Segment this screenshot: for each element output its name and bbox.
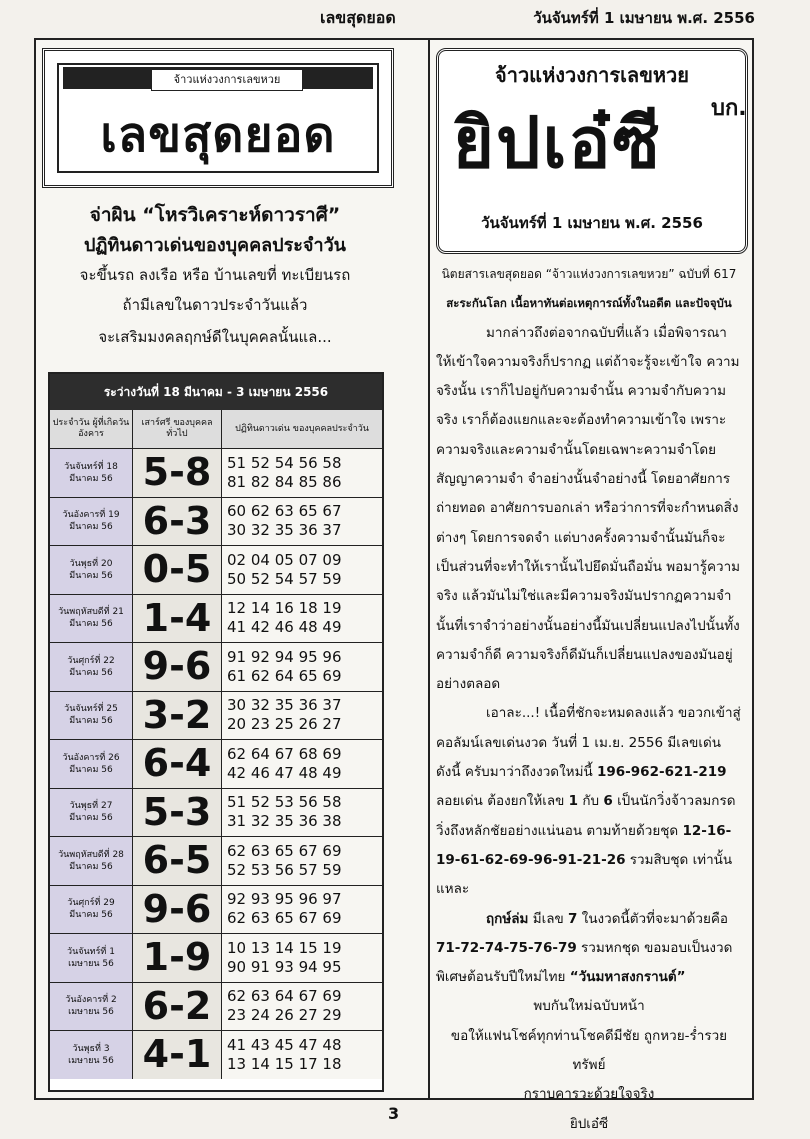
row-day-month: มีนาคม 56: [69, 667, 113, 678]
table-row: [50, 983, 382, 1032]
para2-text-i: รวมสิบชุด เท่านั้นแหละ: [436, 851, 733, 898]
row-numbers: [222, 449, 382, 497]
header-section: เลขสุดยอด: [320, 8, 396, 27]
row-numbers-line-1: 62 63 64 67 69: [227, 987, 342, 1006]
table-header: [50, 410, 382, 449]
table-row: [50, 886, 382, 935]
row-day: [50, 789, 133, 837]
row-numbers-line-1: 91 92 94 95 96: [227, 647, 342, 666]
row-lucky-pair: 3-2: [133, 692, 222, 740]
row-day: [50, 837, 133, 885]
brand-tag: จ้าวแห่งวงการเลขหวย: [151, 69, 303, 91]
row-day-month: มีนาคม 56: [69, 861, 113, 872]
row-day-name: วันพุธที่ 20: [69, 558, 113, 569]
row-lucky-pair: 5-8: [133, 449, 222, 497]
row-day-month: มีนาคม 56: [69, 522, 113, 533]
closing-signature: ยิปเอ๋ซี: [569, 1115, 609, 1132]
highlight-number-set: 12-16-19-61-62-69-96-91-21-26: [436, 822, 732, 868]
row-day-name: วันจันทร์ที่ 25: [64, 704, 118, 715]
intro-line-2: ปฏิทินดาวเด่นของบุคคลประจำวัน: [83, 235, 346, 256]
row-day: [50, 643, 133, 691]
row-numbers: [222, 837, 382, 885]
brand-box: [42, 48, 394, 188]
table-row: [50, 692, 382, 741]
intro-line-1: จ่าผิน “โหรวิเคราะห์ดาวราศี”: [89, 204, 341, 226]
row-numbers-line-1: 30 32 35 36 37: [227, 696, 342, 715]
intro-line-5: จะเสริมมงคลฤกษ์ดีในบุคคลนั้นแล...: [98, 328, 332, 346]
row-numbers: [222, 886, 382, 934]
intro-line-4: ถ้ามีเลขในดาวประจำวันแล้ว: [122, 296, 308, 314]
row-numbers-line-1: 62 63 65 67 69: [227, 841, 342, 860]
row-numbers-line-2: 42 46 47 48 49: [227, 763, 342, 782]
row-lucky-pair: 9-6: [133, 886, 222, 934]
row-lucky-pair: 1-4: [133, 595, 222, 643]
row-lucky-pair: 6-4: [133, 740, 222, 788]
row-lucky-pair: 4-1: [133, 1031, 222, 1079]
row-lucky-pair: 6-5: [133, 837, 222, 885]
closing-line-1: พบกันใหม่ฉบับหน้า: [533, 998, 645, 1015]
row-numbers-line-2: 30 32 35 36 37: [227, 521, 342, 540]
table-row: [50, 643, 382, 692]
row-numbers-line-2: 13 14 15 17 18: [227, 1054, 342, 1073]
row-day-name: วันพุธที่ 27: [69, 801, 113, 812]
row-lucky-pair: 1-9: [133, 934, 222, 982]
logo-subtitle: จ้าวแห่งวงการเลขหวย: [495, 63, 689, 87]
para2-text-c: ลอยเด่น ต้องยกให้เลข: [436, 793, 569, 810]
row-day: [50, 1031, 133, 1079]
table-row: [50, 546, 382, 595]
article-tagline: สะระกันโลก เนื้อหาทันต่อเหตุการณ์ทั้งในอดีต และปัจจุบัน: [446, 296, 732, 311]
row-day-name: วันจันทร์ที่ 1: [67, 946, 115, 957]
page-header: [0, 0, 810, 34]
logo-main: ยิปเอ๋ซี: [453, 101, 662, 184]
row-day-name: วันศุกร์ที่ 22: [67, 655, 115, 666]
table-row: [50, 1031, 382, 1079]
intro-line-3: จะขึ้นรถ ลงเรือ หรือ บ้านเลขที่ ทะเบียนรถ: [79, 266, 351, 284]
row-day-name: วันศุกร์ที่ 29: [67, 898, 115, 909]
row-day-month: มีนาคม 56: [69, 910, 113, 921]
header-date: วันจันทร์ที่ 1 เมษายน พ.ศ. 2556: [533, 9, 755, 27]
table-row: [50, 449, 382, 498]
logo-date: วันจันทร์ที่ 1 เมษายน พ.ศ. 2556: [481, 214, 703, 232]
highlight-numbers-main: 196-962-621-219: [597, 764, 727, 781]
article: [436, 260, 742, 1139]
brand-title: เลขสุดยอด: [100, 107, 336, 163]
article-para-3: [436, 905, 742, 993]
para3-text-f: รวมหกชุด ขอมอบเป็นงวดพิเศษต้อนรับปีใหม่ไทย: [436, 939, 733, 986]
highlight-digit-6: 6: [603, 793, 613, 810]
songkran-label: “วันมหาสงกรานต์”: [569, 969, 686, 986]
row-lucky-pair: 6-3: [133, 498, 222, 546]
highlight-digit-7: 7: [568, 910, 578, 927]
para3-text-b: มีเลข: [528, 910, 569, 927]
row-lucky-pair: 6-2: [133, 983, 222, 1031]
row-numbers: [222, 643, 382, 691]
row-day-month: มีนาคม 56: [69, 764, 113, 775]
page-number: 3: [388, 1104, 400, 1123]
row-numbers-line-2: 62 63 65 67 69: [227, 909, 342, 928]
row-day: [50, 692, 133, 740]
table-row: [50, 934, 382, 983]
row-lucky-pair: 0-5: [133, 546, 222, 594]
row-numbers-line-2: 81 82 84 85 86: [227, 472, 342, 491]
table-header-day: ประจำวัน ผู้ที่เกิดวันอังคาร: [50, 410, 133, 448]
table-row: [50, 740, 382, 789]
row-day: [50, 449, 133, 497]
table-row: [50, 498, 382, 547]
row-numbers: [222, 595, 382, 643]
highlight-digit-1: 1: [568, 793, 579, 810]
table-header-numbers: ปฏิทินดาวเด่น ของบุคคลประจำวัน: [235, 423, 369, 434]
row-day: [50, 983, 133, 1031]
row-numbers-line-2: 61 62 64 65 69: [227, 666, 342, 685]
row-day-month: มีนาคม 56: [69, 473, 113, 484]
column-divider: [428, 40, 430, 1098]
row-day-month: มีนาคม 56: [69, 813, 113, 824]
article-source: นิตยสารเลขสุดยอด “จ้าวแห่งวงการเลขหวย” ฉบับที่ 617: [441, 267, 737, 281]
row-numbers: [222, 740, 382, 788]
row-day-name: วันอังคารที่ 19: [62, 510, 120, 521]
row-day: [50, 595, 133, 643]
row-day-name: วันพฤหัสบดีที่ 28: [58, 849, 124, 860]
table-row: [50, 789, 382, 838]
closing-line-2: ขอให้แฟนโชค์ทุกท่านโชคดีมีชัย ถูกหวย-ร่ำรวยทรัพย์: [450, 1027, 728, 1074]
row-numbers-line-2: 50 52 54 57 59: [227, 569, 342, 588]
row-numbers-line-1: 10 13 14 15 19: [227, 938, 342, 957]
table-title: ระว่างวันที่ 18 มีนาคม - 3 เมษายน 2556: [50, 374, 382, 410]
article-para-1: มากล่าวถึงต่อจากฉบับที่แล้ว เมื่อพิจารณาให้เข้าใจความจริงก็ปรากฏ แต่ถ้าจะรู้จะเข้าใจ ความจริงนั้น เราก็ไปอยู่กับความจำนั้น ความจำกับความจริง เราก็ต้องแยกและจะต้องทำความเข้าใจ เพราะความจริงและความจำนั้นโดยเฉพาะความจำโดยสัญญาความจำ จำอย่างนั้นจำอย่างนี้ โดยอาศัยการถ่ายทอด อาศัยการบอกเล่า หรือว่าการที่จะกำหนดสิ่งต่างๆ โดยการจดจำ แต่บางครั้งความจำนั้นมันก็จะเป็นส่วนที่จะทำให้เรานั้นไปยึดมั่นถือมั่น พอมารู้ความจริง แล้วมันไม่ใช่และมีความจริงมันปรากฏความจำนั้นที่เราจำว่าอย่างนั้นอย่างนี้มันเปลี่ยนแปลงไปนั้นทั้งความจำก็ดี ความจริงก็ดีมันก็เปลี่ยนแปลงของมันอยู่อย่างตลอด: [436, 324, 741, 693]
row-lucky-pair: 9-6: [133, 643, 222, 691]
row-numbers: [222, 789, 382, 837]
row-numbers-line-1: 51 52 53 56 58: [227, 793, 342, 812]
para3-text-d: ในงวดนี้ตัวที่จะมาด้วยคือ: [577, 910, 729, 927]
row-day-month: เมษายน 56: [68, 1007, 114, 1018]
row-numbers-line-1: 92 93 95 96 97: [227, 890, 342, 909]
row-numbers-line-2: 20 23 25 26 27: [227, 715, 342, 734]
row-numbers-line-1: 12 14 16 18 19: [227, 599, 342, 618]
row-numbers: [222, 983, 382, 1031]
page-frame: [34, 38, 754, 1132]
row-numbers-line-1: 41 43 45 47 48: [227, 1035, 342, 1054]
row-day-month: เมษายน 56: [68, 1055, 114, 1066]
row-day-name: วันพฤหัสบดีที่ 21: [58, 607, 124, 618]
logo-side-label: บก.: [711, 96, 747, 121]
row-day: [50, 546, 133, 594]
row-lucky-pair: 5-3: [133, 789, 222, 837]
row-day-month: เมษายน 56: [68, 958, 114, 969]
highlight-number-set-2: 71-72-74-75-76-79: [436, 939, 577, 956]
row-numbers: [222, 498, 382, 546]
row-numbers: [222, 1031, 382, 1079]
para3-label: ฤกษ์ล่ม: [486, 910, 529, 927]
row-numbers-line-2: 23 24 26 27 29: [227, 1006, 342, 1025]
row-day-name: วันพุธที่ 3: [72, 1043, 110, 1054]
closing-line-3: กราบคารวะด้วยใจจริง: [523, 1086, 655, 1103]
horoscope-table: [48, 372, 384, 1092]
row-numbers: [222, 546, 382, 594]
logo-box: [436, 48, 748, 254]
row-numbers-line-2: 52 53 56 57 59: [227, 860, 342, 879]
row-numbers: [222, 692, 382, 740]
table-header-pair: เสาร์ศรี ของบุคคลทั่วไป: [133, 410, 222, 448]
para2-text-a: เอาละ...! เนื้อที่ชักจะหมดลงแล้ว ขอวกเข้าสู่คอลัมน์เลขเด่นงวด วันที่ 1 เม.ย. 2556 มีเลขเด่นดังนี้ ครับมาว่าถึงงวดใหม่นี้: [436, 705, 741, 781]
para2-text-g: เป็นนักวิ่งจ้าวลมกรดวิ่งถึงหลักชัยอย่างแน่นอน ตามท้ายด้วยชุด: [436, 793, 736, 839]
row-day-name: วันอังคารที่ 26: [62, 752, 120, 763]
row-numbers-line-2: 31 32 35 36 38: [227, 812, 342, 831]
table-body: [50, 449, 382, 1079]
row-numbers-line-2: 41 42 46 48 49: [227, 618, 342, 637]
para2-text-e: กับ: [578, 793, 604, 810]
row-day: [50, 498, 133, 546]
article-para-2: [436, 699, 742, 904]
row-numbers-line-1: 02 04 05 07 09: [227, 550, 342, 569]
row-day: [50, 934, 133, 982]
row-day-month: มีนาคม 56: [69, 619, 113, 630]
row-day-month: มีนาคม 56: [69, 716, 113, 727]
row-day-name: วันจันทร์ที่ 18: [64, 461, 118, 472]
row-numbers: [222, 934, 382, 982]
row-numbers-line-1: 51 52 54 56 58: [227, 453, 342, 472]
row-numbers-line-1: 60 62 63 65 67: [227, 502, 342, 521]
row-day-name: วันอังคารที่ 2: [65, 995, 117, 1006]
table-row: [50, 595, 382, 644]
brand-inner: [57, 63, 379, 173]
row-numbers-line-2: 90 91 93 94 95: [227, 957, 342, 976]
row-day-month: มีนาคม 56: [69, 570, 113, 581]
row-numbers-line-1: 62 64 67 68 69: [227, 744, 342, 763]
table-row: [50, 837, 382, 886]
row-day: [50, 886, 133, 934]
row-day: [50, 740, 133, 788]
